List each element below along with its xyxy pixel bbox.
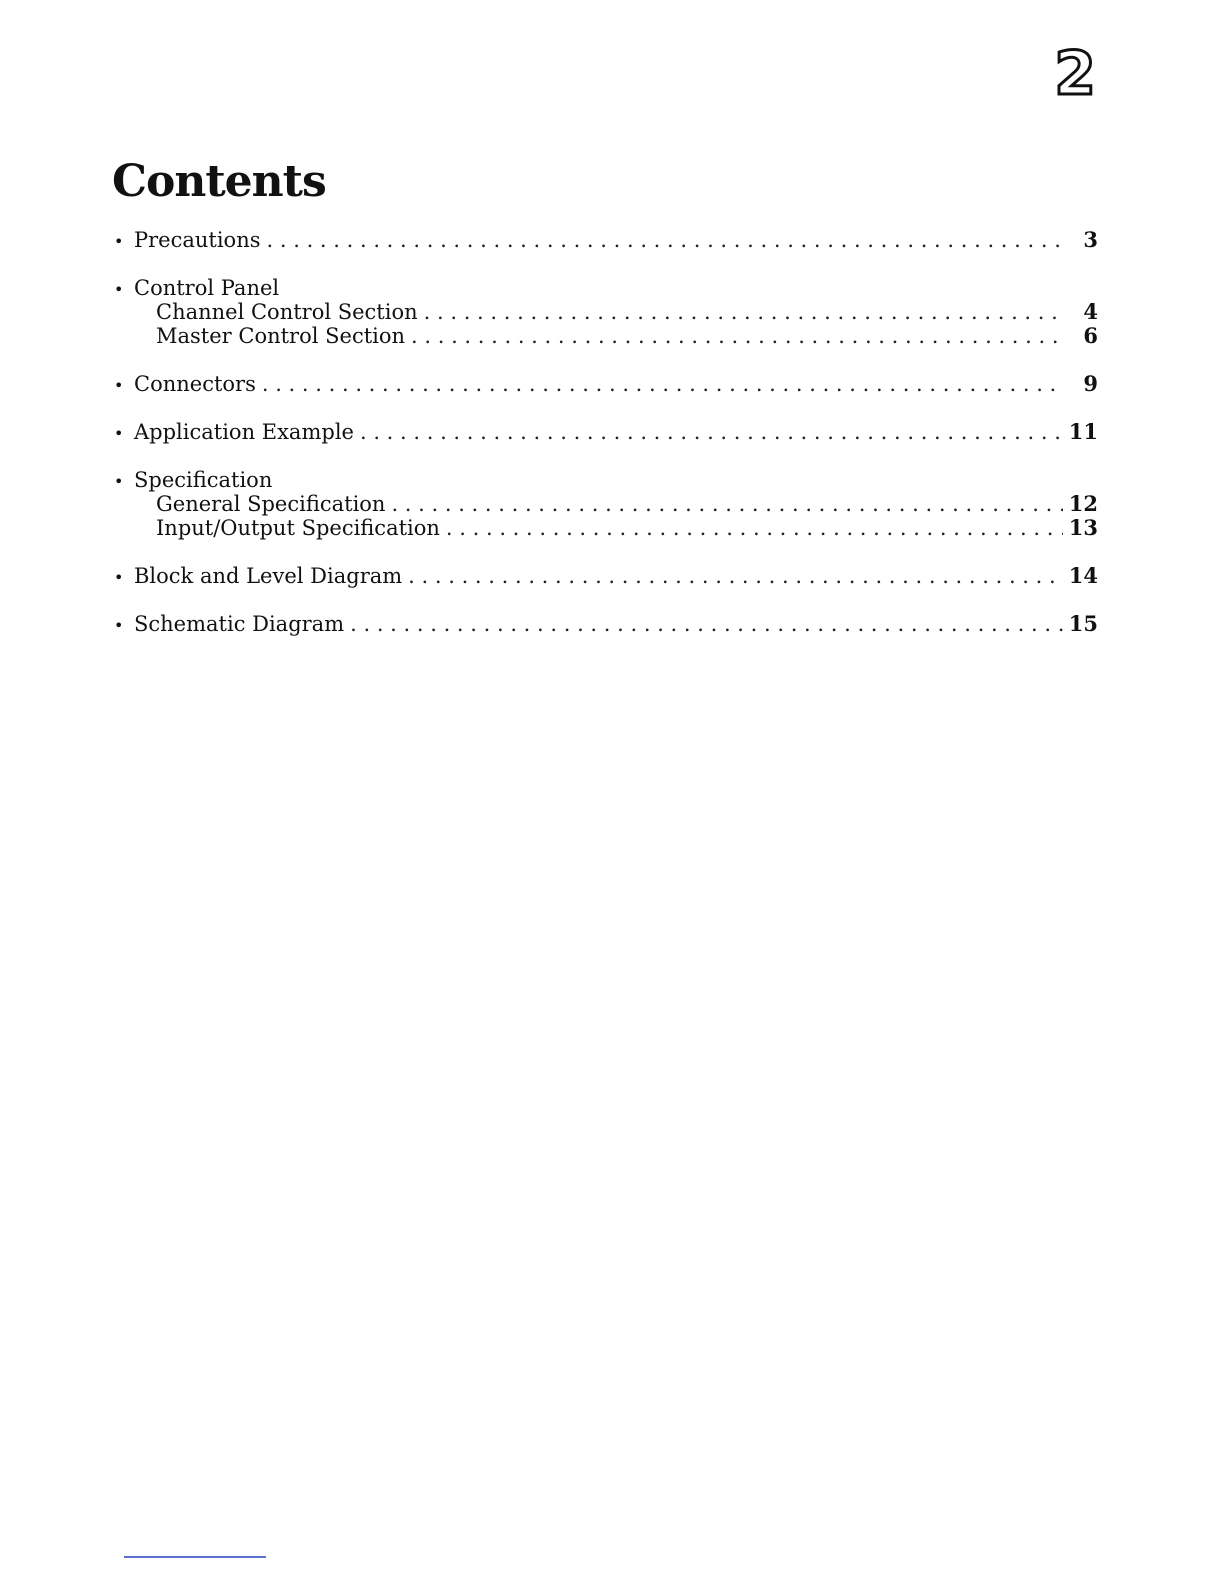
toc-subrow[interactable] — [114, 516, 1098, 540]
page-number: 2 — [1054, 39, 1096, 109]
toc-subrow[interactable] — [114, 324, 1098, 348]
toc-subrow[interactable] — [114, 492, 1098, 516]
bullet-icon: • — [114, 376, 124, 395]
dot-leader — [411, 324, 1064, 348]
toc-sublabel: Master Control Section — [156, 324, 406, 348]
toc-label: Schematic Diagram — [134, 612, 345, 636]
toc-row — [114, 468, 1098, 492]
toc-page-number: 12 — [1068, 491, 1098, 516]
toc-row[interactable] — [114, 420, 1098, 444]
toc-label: Precautions — [134, 228, 261, 252]
toc-sublabel: Channel Control Section — [156, 300, 418, 324]
toc-label: Block and Level Diagram — [134, 564, 403, 588]
toc-page-number: 3 — [1083, 227, 1098, 252]
toc-page-number: 14 — [1068, 563, 1098, 588]
table-of-contents — [114, 228, 1098, 660]
toc-page-number: 13 — [1068, 515, 1098, 540]
toc-label: Control Panel — [134, 276, 280, 300]
toc-row[interactable] — [114, 564, 1098, 588]
dot-leader — [350, 612, 1063, 636]
bullet-icon: • — [114, 616, 124, 635]
toc-entry-connectors — [114, 372, 1098, 396]
toc-entry-schematic-diagram — [114, 612, 1098, 636]
dot-leader — [267, 228, 1064, 252]
dot-leader — [360, 420, 1063, 444]
toc-entry-specification — [114, 468, 1098, 540]
toc-row — [114, 276, 1098, 300]
toc-label: Application Example — [134, 420, 354, 444]
toc-subrow[interactable] — [114, 300, 1098, 324]
toc-row[interactable] — [114, 372, 1098, 396]
toc-row[interactable] — [114, 228, 1098, 252]
dot-leader — [408, 564, 1063, 588]
dot-leader — [424, 300, 1064, 324]
toc-label: Specification — [134, 468, 273, 492]
bullet-icon: • — [114, 232, 124, 251]
toc-entry-application-example — [114, 420, 1098, 444]
toc-page-number: 9 — [1083, 371, 1098, 396]
toc-entry-block-and-level-diagram — [114, 564, 1098, 588]
toc-page-number: 4 — [1083, 299, 1098, 324]
dot-leader — [391, 492, 1062, 516]
bullet-icon: • — [114, 424, 124, 443]
toc-label: Connectors — [134, 372, 256, 396]
toc-entry-precautions — [114, 228, 1098, 252]
toc-page-number: 11 — [1068, 419, 1098, 444]
bullet-icon: • — [114, 472, 124, 491]
toc-sublabel: Input/Output Specification — [156, 516, 440, 540]
toc-page-number: 15 — [1068, 611, 1098, 636]
dot-leader — [262, 372, 1064, 396]
footer-rule — [124, 1556, 266, 1558]
dot-leader — [446, 516, 1063, 540]
page-title: Contents — [112, 156, 326, 207]
bullet-icon: • — [114, 568, 124, 587]
bullet-icon: • — [114, 280, 124, 299]
toc-row[interactable] — [114, 612, 1098, 636]
toc-sublabel: General Specification — [156, 492, 386, 516]
toc-page-number: 6 — [1083, 323, 1098, 348]
toc-entry-control-panel — [114, 276, 1098, 348]
